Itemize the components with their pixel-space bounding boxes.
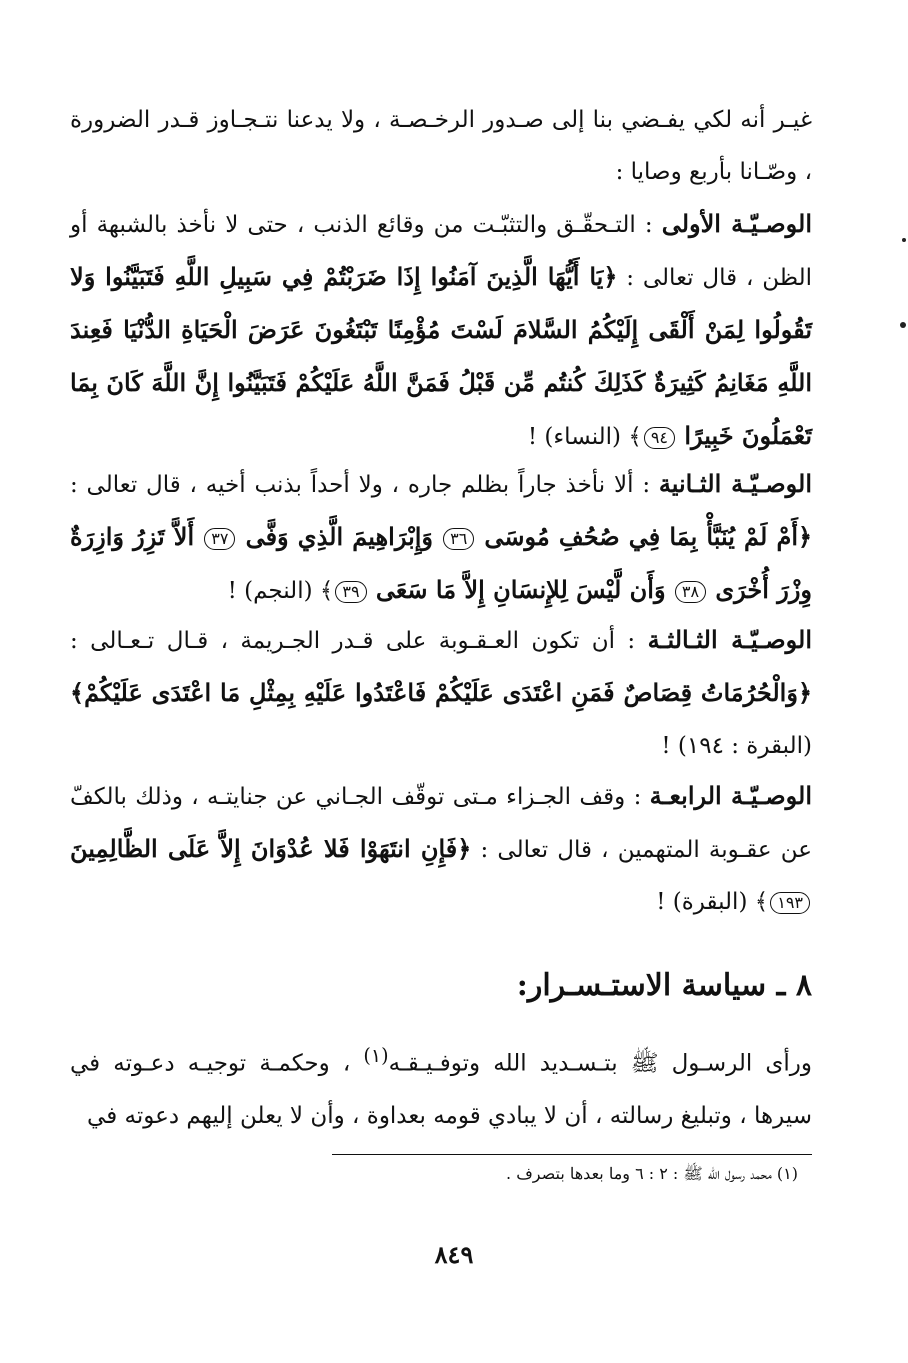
wasiya-first bbox=[70, 198, 812, 463]
quran-verse: وَإِبْرَاهِيمَ الَّذِي وَفَّى bbox=[245, 522, 434, 551]
wasiya-fourth bbox=[70, 770, 812, 928]
footnote: (١) محمد رسول الله ﷺ : ٢ : ٦ وما بعدها بتصرف . bbox=[506, 1164, 798, 1183]
surah-reference: ﴾ (البقرة) ! bbox=[656, 889, 769, 915]
wasiya-fourth-paragraph bbox=[70, 770, 812, 928]
section8-text-start: ورأى الرسـول ﷺ بتـسـديد الله وتوفـيـقـه bbox=[388, 1050, 813, 1077]
wasiya-first-paragraph bbox=[70, 198, 812, 463]
intro-text: غيـر أنه لكي يفـضي بنا إلى صـدور الرخـصـة ، ولا يدعنا نتـجـاوز قـدر الضرورة ، وصّـانا بأربع وصايا : bbox=[70, 107, 812, 185]
wasiya-second bbox=[70, 458, 812, 617]
wasiya-third bbox=[70, 614, 812, 772]
wasiya-second-text: : ألا نأخذ جاراً بظلم جاره ، ولا أحداً بذنب أخيه ، قال تعالى : bbox=[70, 472, 651, 498]
ayah-number-badge: ١٩٣ bbox=[770, 892, 810, 914]
footnote-marker: (١) bbox=[363, 1044, 389, 1067]
ayah-number-badge: ٩٤ bbox=[644, 427, 675, 449]
ayah-number-badge: ٣٦ bbox=[443, 528, 474, 550]
surah-reference: ﴾ (النساء) ! bbox=[527, 424, 642, 450]
quran-verse: أَلاَّ تَزِرُ وَازِرَةٌ وِزْرَ أُخْرَى bbox=[70, 522, 812, 604]
wasiya-second-lead: الوصـيّـة الثـانية bbox=[658, 469, 813, 498]
wasiya-fourth-text: : وقف الجـزاء مـتى توقّف الجـاني عن جنايتـه ، وذلك بالكفّ عن عقـوبة المتهمين ، قال تعالى : bbox=[70, 784, 812, 863]
section8-text-rest: ، وحكمـة توجيـه دعـوته في سيرها ، وتبليغ رسالته ، أن لا يبادي قومه بعداوة ، وأن لا يعلن إليهم دعوته في bbox=[70, 1050, 812, 1129]
surah-reference: (البقرة : ١٩٤) ! bbox=[661, 733, 812, 759]
wasiya-third-text: : أن تكون العـقـوبة على قـدر الجـريمة ، قـال تـعـالى : bbox=[70, 628, 636, 654]
intro-paragraph bbox=[70, 94, 812, 198]
quran-verse: وَأَن لَّيْسَ لِلإِنسَانِ إِلاَّ مَا سَعَى bbox=[375, 575, 666, 604]
footnote-divider bbox=[332, 1154, 812, 1155]
wasiya-first-lead: الوصـيّـة الأولى bbox=[661, 209, 812, 238]
quran-verse: ﴿يَا أَيُّهَا الَّذِينَ آمَنُوا إِذَا ضَرَبْتُمْ فِي سَبِيلِ اللَّهِ فَتَبَيَّنُوا وَلا تَقُولُوا لِمَنْ أَلْقَى إِلَيْكُمُ السَّلامَ لَسْتَ مُؤْمِنًا تَبْتَغُونَ عَرَضَ الْحَيَاةِ الدُّنْيَا فَعِندَ اللَّهِ مَغَانِمُ كَثِيرَةٌ كَذَلِكَ كُنتُم مِّن قَبْلُ فَمَنَّ اللَّهُ عَلَيْكُمْ فَتَبَيَّنُوا إِنَّ اللَّهَ كَانَ بِمَا تَعْمَلُونَ خَبِيرًا bbox=[70, 262, 812, 450]
section8-paragraph bbox=[70, 1030, 812, 1142]
wasiya-fourth-lead: الوصـيّـة الرابعـة bbox=[649, 781, 812, 810]
quran-verse: ﴿أَمْ لَمْ يُنَبَّأْ بِمَا فِي صُحُفِ مُوسَى bbox=[484, 522, 813, 551]
ayah-number-badge: ٣٨ bbox=[675, 581, 706, 603]
section-heading: ٨ ـ سياسة الاستـسـرار: bbox=[516, 968, 812, 1003]
quran-verse: ﴿فَإِنِ انتَهَوْا فَلا عُدْوَانَ إِلاَّ عَلَى الظَّالِمِينَ bbox=[70, 834, 472, 863]
ayah-number-badge: ٣٧ bbox=[204, 528, 235, 550]
wasiya-third-paragraph bbox=[70, 614, 812, 772]
margin-dot-mark bbox=[900, 322, 906, 328]
surah-reference: ﴾ (النجم) ! bbox=[227, 578, 334, 604]
ayah-number-badge: ٣٩ bbox=[335, 581, 366, 603]
wasiya-third-lead: الوصـيّـة الثـالثـة bbox=[647, 625, 812, 654]
section8-body bbox=[70, 1030, 812, 1142]
quran-verse: ﴿وَالْحُرُمَاتُ قِصَاصٌ فَمَنِ اعْتَدَى عَلَيْكُمْ فَاعْتَدُوا عَلَيْهِ بِمِثْلِ مَا اعْتَدَى عَلَيْكُمْ﴾ bbox=[70, 678, 812, 707]
margin-dot-mark bbox=[902, 238, 906, 242]
page-number: ٨٤٩ bbox=[434, 1240, 474, 1269]
wasiya-first-text: : التـحقّـق والتثبّـت من وقائع الذنب ، حتى لا نأخذ بالشبهة أو الظن ، قال تعالى : bbox=[70, 212, 813, 291]
wasiya-second-paragraph bbox=[70, 458, 812, 617]
